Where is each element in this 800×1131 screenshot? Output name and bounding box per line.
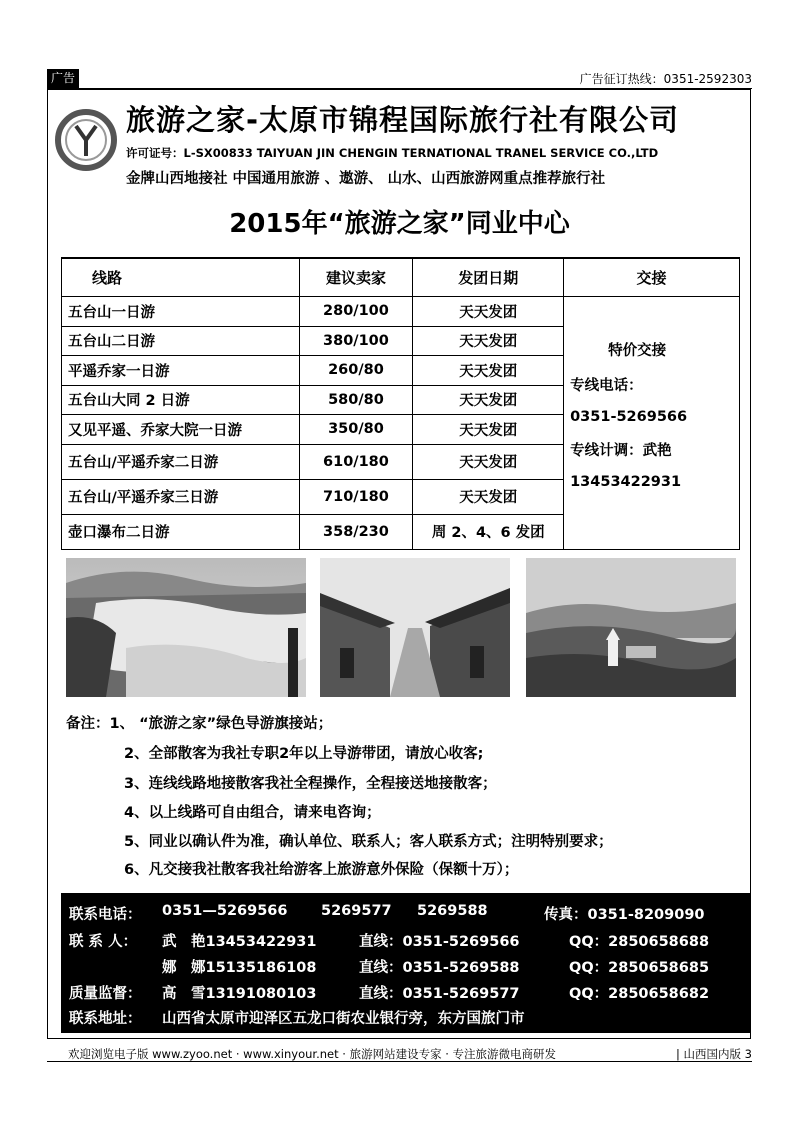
route-name: 五台山二日游 (62, 326, 300, 356)
phone-third: 5269588 (417, 903, 488, 919)
handover-title: 特价交接 (608, 343, 667, 359)
header-date: 发团日期 (413, 258, 564, 297)
company-name: 旅游之家-太原市锦程国际旅行社有限公司 (126, 103, 680, 137)
route-date: 周 2、4、6 发团 (413, 514, 564, 549)
table-row (62, 297, 740, 327)
phone-main: 0351—5269566 (162, 903, 288, 919)
route-date: 天天发团 (413, 356, 564, 386)
route-name: 壶口瀑布二日游 (62, 514, 300, 549)
route-date: 天天发团 (413, 479, 564, 514)
company-tagline: 金牌山西地接社 中国通用旅游 、遨游、 山水、山西旅游网重点推荐旅行社 (126, 171, 606, 187)
route-name: 五台山/平遥乔家三日游 (62, 479, 300, 514)
note-line: 备注：1、 “旅游之家”绿色导游旗接站； (66, 716, 333, 732)
handover-planner: 专线计调：武艳 (570, 443, 672, 459)
quality-name: 高 雪13191080103 (162, 986, 317, 1002)
route-date: 天天发团 (413, 385, 564, 415)
note-line: 5、同业以确认件为准，确认单位、联系人；客人联系方式；注明特别要求； (124, 834, 613, 850)
bottom-rule (47, 1061, 752, 1062)
handover-cell (564, 297, 740, 550)
quality-qq: QQ：2850658682 (569, 986, 710, 1002)
route-price: 710/180 (299, 479, 413, 514)
header-handover: 交接 (564, 258, 740, 297)
route-table (61, 257, 740, 550)
handover-mobile: 13453422931 (570, 474, 682, 490)
note-line: 6、凡交接我社散客我社给游客上旅游意外保险（保额十万）； (124, 862, 519, 878)
photo-ancient-street (320, 558, 510, 697)
photo-mountain-temple (526, 558, 736, 697)
page-label: | 山西国内版 3 (675, 1047, 752, 1061)
route-price: 358/230 (299, 514, 413, 549)
center-title: 2015年“旅游之家”同业中心 (229, 209, 570, 239)
header-route: 线路 (62, 258, 300, 297)
contact-box (61, 893, 750, 1033)
route-price: 580/80 (299, 385, 413, 415)
handover-phone: 0351-5269566 (570, 409, 688, 425)
note-line: 4、以上线路可自由组合，请来电咨询； (124, 805, 381, 821)
person-qq: QQ：2850658688 (569, 934, 710, 950)
header-price: 建议卖家 (299, 258, 413, 297)
person-label: 联 系 人： (69, 934, 138, 950)
person-direct-line: 直线：0351-5269566 (359, 934, 520, 950)
address-text: 山西省太原市迎泽区五龙口街农业银行旁，东方国旅门市 (162, 1011, 525, 1027)
route-name: 五台山/平遥乔家二日游 (62, 444, 300, 479)
photo-waterfall (66, 558, 306, 697)
company-logo-icon (54, 108, 118, 172)
route-date: 天天发团 (413, 444, 564, 479)
person-name: 娜 娜15135186108 (162, 960, 317, 976)
address-label: 联系地址： (69, 1011, 142, 1027)
route-name: 又见平遥、乔家大院一日游 (62, 415, 300, 445)
route-date: 天天发团 (413, 297, 564, 327)
route-price: 610/180 (299, 444, 413, 479)
quality-label: 质量监督： (69, 986, 142, 1002)
route-name: 五台山大同 2 日游 (62, 385, 300, 415)
note-line: 3、连线线路地接散客我社全程操作，全程接送地接散客； (124, 776, 497, 792)
route-price: 260/80 (299, 356, 413, 386)
route-price: 280/100 (299, 297, 413, 327)
route-price: 380/100 (299, 326, 413, 356)
quality-direct-line: 直线：0351-5269577 (359, 986, 520, 1002)
handover-phone-label: 专线电话： (570, 378, 643, 394)
person-qq: QQ：2850658685 (569, 960, 710, 976)
table-header-row (62, 258, 740, 297)
person-direct-line: 直线：0351-5269588 (359, 960, 520, 976)
license-number: 许可证号：L-SX00833 TAIYUAN JIN CHENGIN TERNATIONAL TRANEL SERVICE CO.,LTD (126, 146, 659, 160)
route-date: 天天发团 (413, 326, 564, 356)
ad-tag: 广告 (47, 69, 79, 88)
route-name: 平遥乔家一日游 (62, 356, 300, 386)
footer-text: 欢迎浏览电子版 www.zyoo.net · www.xinyour.net · 旅游网站建设专家 · 专注旅游微电商研发 (68, 1047, 557, 1061)
fax-number: 传真：0351-8209090 (544, 907, 705, 923)
route-price: 350/80 (299, 415, 413, 445)
note-line: 2、全部散客为我社专职2年以上导游带团，请放心收客; (124, 746, 484, 762)
route-date: 天天发团 (413, 415, 564, 445)
phone-second: 5269577 (321, 903, 392, 919)
route-name: 五台山一日游 (62, 297, 300, 327)
ad-hotline: 广告征订热线：0351-2592303 (579, 72, 752, 86)
phone-label: 联系电话： (69, 907, 142, 923)
person-name: 武 艳13453422931 (162, 934, 317, 950)
